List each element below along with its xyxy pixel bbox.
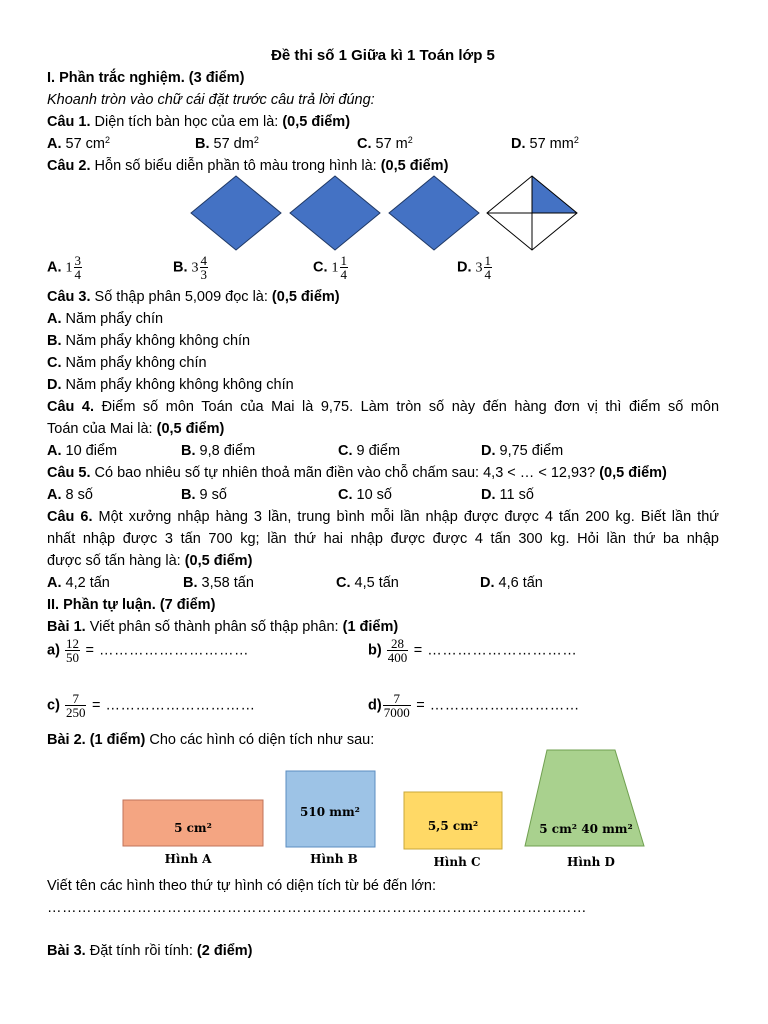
bai1-item-b[interactable]: b) $\frac{28}{400}$ = ………………………… [368, 636, 578, 665]
q5-option-d[interactable]: D. 11 số [481, 487, 534, 503]
q3-option-c[interactable]: C. Năm phẩy không chín [47, 355, 207, 371]
q6-option-b[interactable]: B. 3,58 tấn [183, 575, 254, 591]
q5-option-c[interactable]: C. 10 số [338, 487, 392, 503]
q2-option-a[interactable]: A. 1 $\frac{3}{4}$ [47, 253, 82, 282]
bai2-answer-line[interactable]: ……………………………………………………………………………………………… [47, 900, 587, 916]
shape-d-area: 5 cm² 40 mm² [539, 822, 633, 836]
part2-heading: II. Phần tự luận. (7 điểm) [47, 597, 216, 613]
question-4-line1: Câu 4. Điểm số môn Toán của Mai là 9,75. Làm tròn số này đến hàng đơn vị thì điểm số môn [47, 399, 720, 415]
q2-option-d[interactable]: D. 3 $\frac{1}{4}$ [457, 253, 492, 282]
diamond-filled-1 [191, 176, 281, 250]
part1-heading: I. Phần trắc nghiệm. (3 điểm) [47, 70, 245, 86]
bai2-shapes-figure [121, 748, 651, 873]
page-title: Đề thi số 1 Giữa kì 1 Toán lớp 5 [271, 47, 495, 64]
diamond-filled-2 [290, 176, 380, 250]
bai1-item-c[interactable]: c) $\frac{7}{250}$ = ………………………… [47, 691, 256, 720]
bai1-item-d[interactable]: d) $\frac{7}{7000}$ = ………………………… [368, 691, 580, 720]
question-label: Câu 1. [47, 114, 91, 130]
q1-option-d[interactable]: D. 57 $mm^2$ [511, 135, 579, 152]
q2-option-b[interactable]: B. 3 $\frac{4}{3}$ [173, 253, 208, 282]
q6-option-a[interactable]: A. 4,2 tấn [47, 575, 110, 591]
q5-option-b[interactable]: B. 9 số [181, 487, 227, 503]
bai2-question: Viết tên các hình theo thứ tự hình có diện tích từ bé đến lớn: [47, 878, 437, 894]
shape-d-name: Hình D [567, 855, 615, 869]
question-1 [47, 112, 350, 132]
question-2: Câu 2. Hỗn số biểu diễn phần tô màu trong hình là: (0,5 điểm) [47, 158, 449, 174]
shape-a-name: Hình A [164, 852, 212, 866]
shape-b-name: Hình B [310, 852, 358, 866]
q6-option-c[interactable]: C. 4,5 tấn [336, 575, 399, 591]
q3-option-b[interactable]: B. Năm phẩy không không chín [47, 333, 251, 349]
question-points: (0,5 điểm) [282, 114, 351, 130]
q1-option-b[interactable]: B. 57 $dm^2$ [195, 135, 259, 152]
q5-option-a[interactable]: A. 8 số [47, 487, 93, 503]
question-6-line3: được số tấn hàng là: (0,5 điểm) [47, 553, 253, 569]
shape-c-name: Hình C [433, 855, 481, 869]
question-6-line1: Câu 6. Một xưởng nhập hàng 3 lần, trung bình mỗi lần nhập được được 4 tấn 200 kg. Biết lần thứ [47, 509, 719, 525]
q2-diamond-figure [191, 176, 577, 250]
bai1-heading: Bài 1. Viết phân số thành phân số thập phân: (1 điểm) [47, 619, 399, 635]
q3-option-a[interactable]: A. Năm phẩy chín [47, 311, 164, 327]
bai1-item-a[interactable]: a) $\frac{12}{50}$ = ………………………… [47, 636, 249, 665]
shape-c-area: 5,5 cm² [427, 819, 479, 833]
q1-option-c[interactable]: C. 57 $m^2$ [357, 135, 413, 152]
question-3: Câu 3. Số thập phân 5,009 đọc là: (0,5 điểm) [47, 289, 340, 305]
diamond-filled-3 [389, 176, 479, 250]
question-text: Diện tích bàn học của em là: [90, 114, 283, 130]
q3-option-d[interactable]: D. Năm phẩy không không không chín [47, 377, 294, 393]
question-6-line2: nhất nhập được 3 tấn 700 kg; lần thứ hai nhập được được 4 tấn 300 kg. Hỏi lần thứ ba nhập [47, 531, 719, 547]
bai2-heading: Bài 2. (1 điểm) Cho các hình có diện tích như sau: [47, 732, 375, 748]
q6-option-d[interactable]: D. 4,6 tấn [480, 575, 543, 591]
part1-instruction: Khoanh tròn vào chữ cái đặt trước câu trả lời đúng: [47, 92, 375, 108]
q4-option-b[interactable]: B. 9,8 điểm [181, 443, 256, 459]
question-4-line2: Toán của Mai là: (0,5 điểm) [47, 421, 225, 437]
q1-option-a[interactable]: A. 57 $cm^2$ [47, 135, 111, 152]
q4-option-a[interactable]: A. 10 điểm [47, 443, 118, 459]
q4-option-c[interactable]: C. 9 điểm [338, 443, 401, 459]
bai3-heading: Bài 3. Đặt tính rồi tính: (2 điểm) [47, 943, 253, 959]
shape-b-area: 510 mm² [300, 805, 360, 819]
question-5: Câu 5. Có bao nhiêu số tự nhiên thoả mãn điền vào chỗ chấm sau: 4,3 < … < 12,93? (0,5 điểm) [47, 465, 667, 481]
q2-option-c[interactable]: C. 1 $\frac{1}{4}$ [313, 253, 348, 282]
shape-a-area: 5 cm² [174, 821, 212, 835]
q4-option-d[interactable]: D. 9,75 điểm [481, 443, 564, 459]
